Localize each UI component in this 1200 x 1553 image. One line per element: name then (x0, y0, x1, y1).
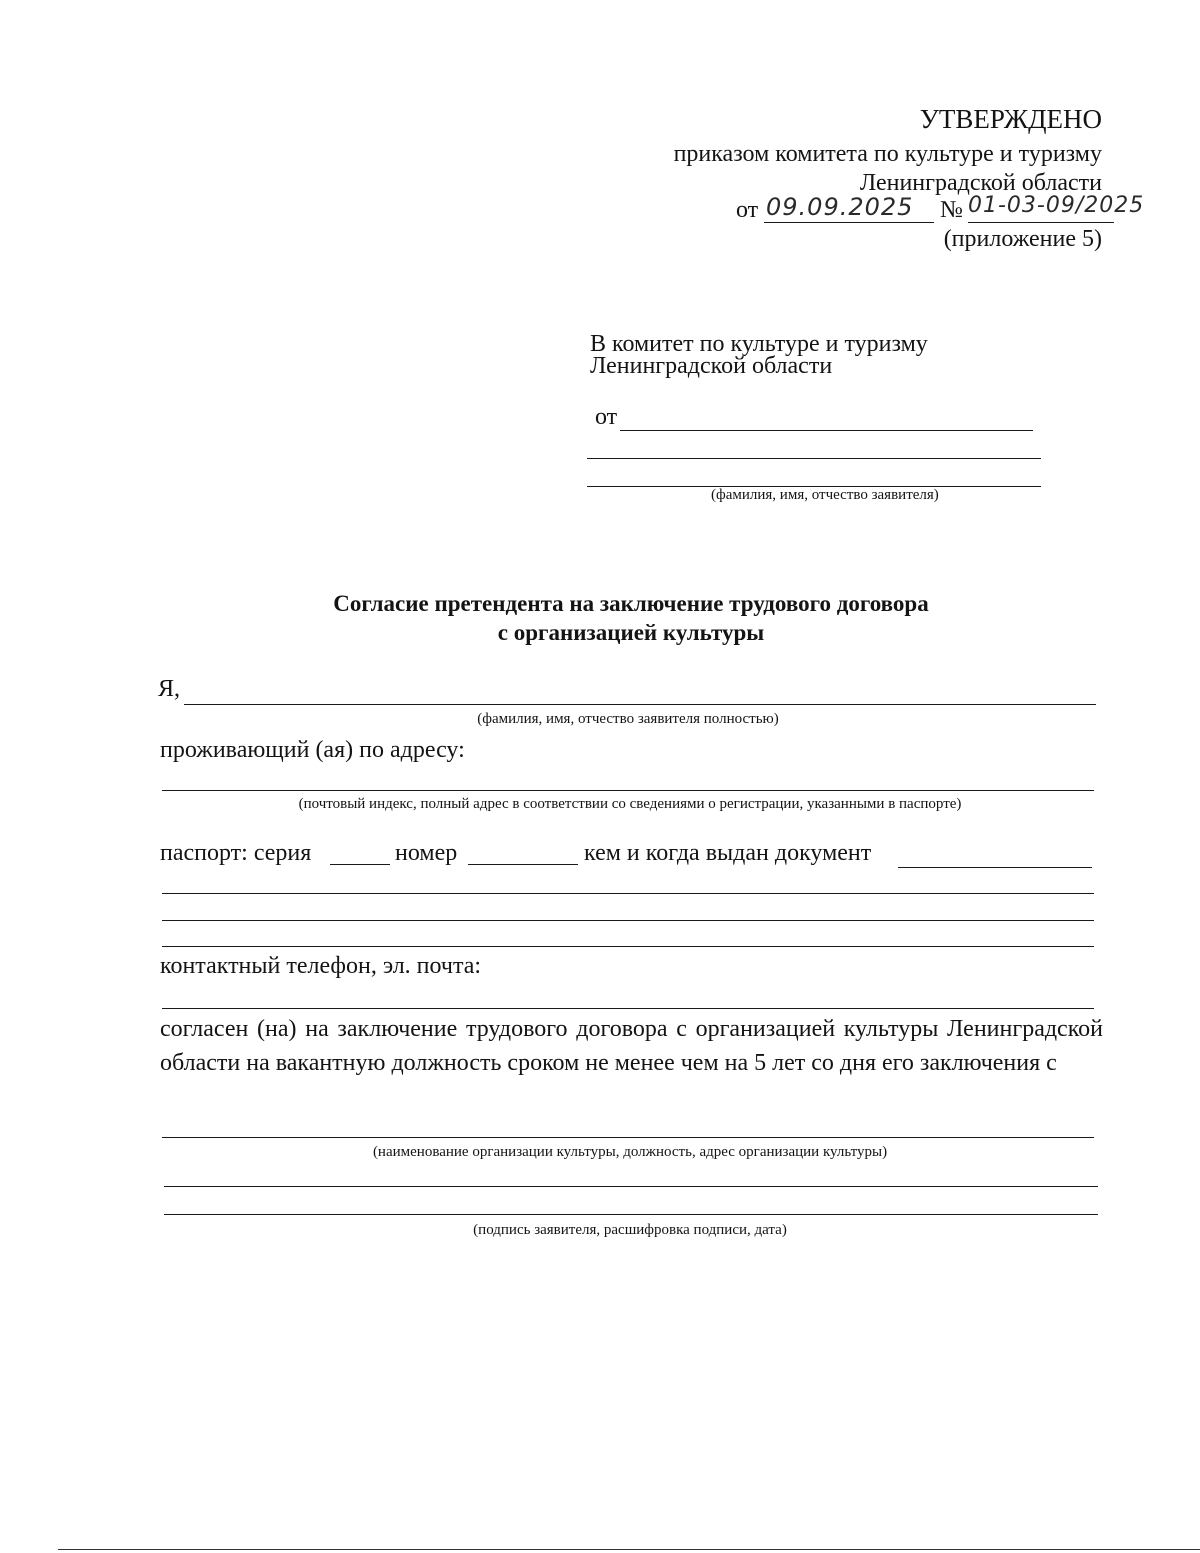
document-title-line1: Согласие претендента на заключение трудового договора (333, 591, 929, 616)
approval-date-prefix: от (736, 197, 759, 223)
addressee-line2: Ленинградской области (590, 353, 833, 379)
passport-line-1 (162, 893, 1094, 894)
approval-order-line: приказом комитета по культуре и туризму (673, 141, 1102, 167)
passport-series-label: паспорт: серия (160, 840, 312, 866)
approval-date-handwritten: 09.09.2025 (766, 193, 914, 221)
addressee-from-line-2 (587, 458, 1041, 459)
passport-issued-line (898, 867, 1092, 868)
organization-caption: (наименование организации культуры, должность, адрес организации культуры) (372, 1144, 888, 1160)
approval-number-prefix: № (940, 197, 963, 223)
applicant-name-caption: (фамилия, имя, отчество заявителя полностью) (477, 711, 779, 727)
addressee-from-label: от (595, 404, 618, 430)
address-label: проживающий (ая) по адресу: (160, 737, 465, 763)
applicant-name-line (184, 704, 1096, 705)
addressee-caption: (фамилия, имя, отчество заявителя) (711, 487, 939, 503)
passport-number-line (468, 864, 578, 865)
contact-line (162, 1008, 1094, 1009)
approval-number-handwritten: 01-03-09/2025 (968, 193, 1145, 218)
organization-line (162, 1137, 1094, 1138)
signature-line (164, 1214, 1098, 1215)
passport-series-line (330, 864, 390, 865)
contact-label: контактный телефон, эл. почта: (160, 953, 482, 979)
passport-line-2 (162, 920, 1094, 921)
passport-number-label: номер (395, 840, 458, 866)
approval-date-underline (764, 222, 934, 223)
passport-line-3 (162, 946, 1094, 947)
applicant-i-label: Я, (158, 676, 181, 702)
address-line (162, 790, 1094, 791)
approval-appendix: (приложение 5) (943, 226, 1102, 252)
organization-line-2 (164, 1186, 1098, 1187)
consent-paragraph: согласен (на) на заключение трудового договора с организацией культуры Ленинградской области на вакантную должность сроком не менее чем на 5 лет со дня его заключения с (160, 1016, 1103, 1076)
passport-issued-label: кем и когда выдан документ (584, 840, 872, 866)
approval-title: УТВЕРЖДЕНО (919, 104, 1102, 134)
signature-caption: (подпись заявителя, расшифровка подписи, дата) (473, 1222, 787, 1238)
page-bottom-edge (58, 1549, 1200, 1550)
address-caption: (почтовый индекс, полный адрес в соответствии со сведениями о регистрации, указанными в паспорте) (298, 796, 962, 812)
addressee-from-line-1 (620, 430, 1033, 431)
document-title-line2: с организацией культуры (497, 620, 765, 645)
approval-region-line: Ленинградской области (859, 170, 1102, 196)
addressee-line1: В комитет по культуре и туризму (590, 331, 928, 357)
approval-number-underline (968, 222, 1114, 223)
